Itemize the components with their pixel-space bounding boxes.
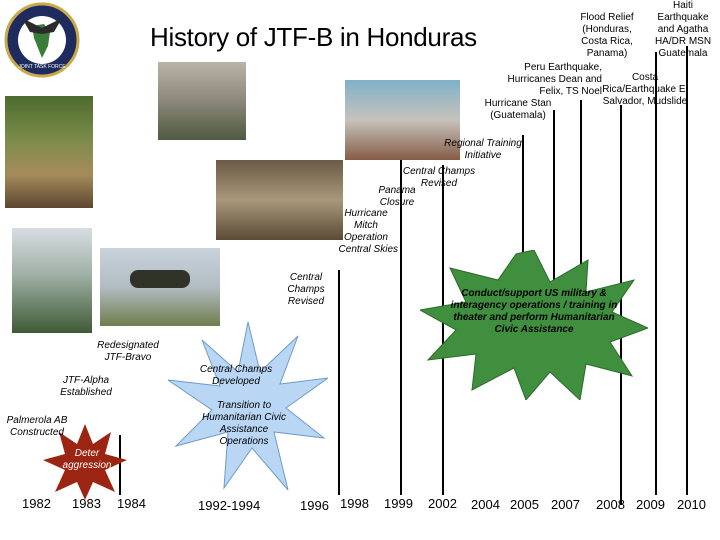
year-2010: 2010 <box>677 497 706 512</box>
year-2008: 2008 <box>596 497 625 512</box>
event-hurricane-mitch: Hurricane Mitch Operation <box>344 208 388 243</box>
event-redesignated: Redesignated JTF-Bravo <box>97 340 159 363</box>
year-2002: 2002 <box>428 496 457 511</box>
event-jtf-alpha: JTF-Alpha Established <box>60 375 112 398</box>
timeline-line-2010 <box>686 46 688 495</box>
event-haiti-earthquake: Haiti Earthquake and Agatha HA/DR MSN Guatemala <box>654 0 712 59</box>
timeline-line-2009 <box>655 52 657 495</box>
event-palmerola: Palmerola AB Constructed <box>6 415 68 438</box>
year-1996: 1996 <box>300 498 329 513</box>
photo-village-visit <box>5 96 93 208</box>
event-panama-closure: Panama Closure <box>378 185 416 208</box>
event-flood-relief: Flood Relief (Honduras, Costa Rica, Panama) <box>580 12 634 59</box>
event-regional-training: Regional Training Initiative <box>444 138 522 161</box>
event-central-champs-revised-2: Central Champs Revised <box>402 166 476 189</box>
event-deter-aggression: Deter aggression <box>62 448 112 471</box>
timeline-line-1999 <box>400 160 402 495</box>
photo-parachute-drop <box>12 228 92 333</box>
event-hurricane-stan: Hurricane Stan (Guatemala) <box>484 98 552 121</box>
svg-text:JOINT TASK FORCE: JOINT TASK FORCE <box>18 64 66 70</box>
conduct-support-text: Conduct/support US military & interagency operations / training in theater and perform Humanitarian Civic Assistance <box>450 288 618 335</box>
year-1982: 1982 <box>22 496 51 511</box>
photo-chinook-helicopter <box>100 248 220 326</box>
year-1984: 1984 <box>117 496 146 511</box>
year-2004: 2004 <box>471 497 500 512</box>
year-1998: 1998 <box>340 496 369 511</box>
event-central-champs-developed: Central Champs Developed <box>199 364 273 387</box>
photo-supply-boxes <box>216 160 343 240</box>
year-1983: 1983 <box>72 496 101 511</box>
jtf-bravo-seal-logo <box>4 2 80 78</box>
event-transition: Transition to Humanitarian Civic Assistance Operations <box>202 400 286 447</box>
year-2009: 2009 <box>636 497 665 512</box>
year-1999: 1999 <box>384 496 413 511</box>
event-peru-earthquake: Peru Earthquake, Hurricanes Dean and Felix, TS Noel <box>507 62 602 97</box>
event-central-skies: Central Skies <box>338 244 398 255</box>
event-central-champs-revised-1: Central Champs Revised <box>287 272 325 307</box>
helicopter-shape <box>130 270 190 288</box>
event-costa-rica-earthquake: Costa Rica/Earthquake El Salvador, Mudslide <box>602 72 688 107</box>
page-title: History of JTF-B in Honduras <box>150 22 477 52</box>
year-2005: 2005 <box>510 497 539 512</box>
year-1992-1994: 1992-1994 <box>198 498 261 513</box>
photo-construction-site <box>158 62 246 140</box>
year-2007: 2007 <box>551 497 580 512</box>
